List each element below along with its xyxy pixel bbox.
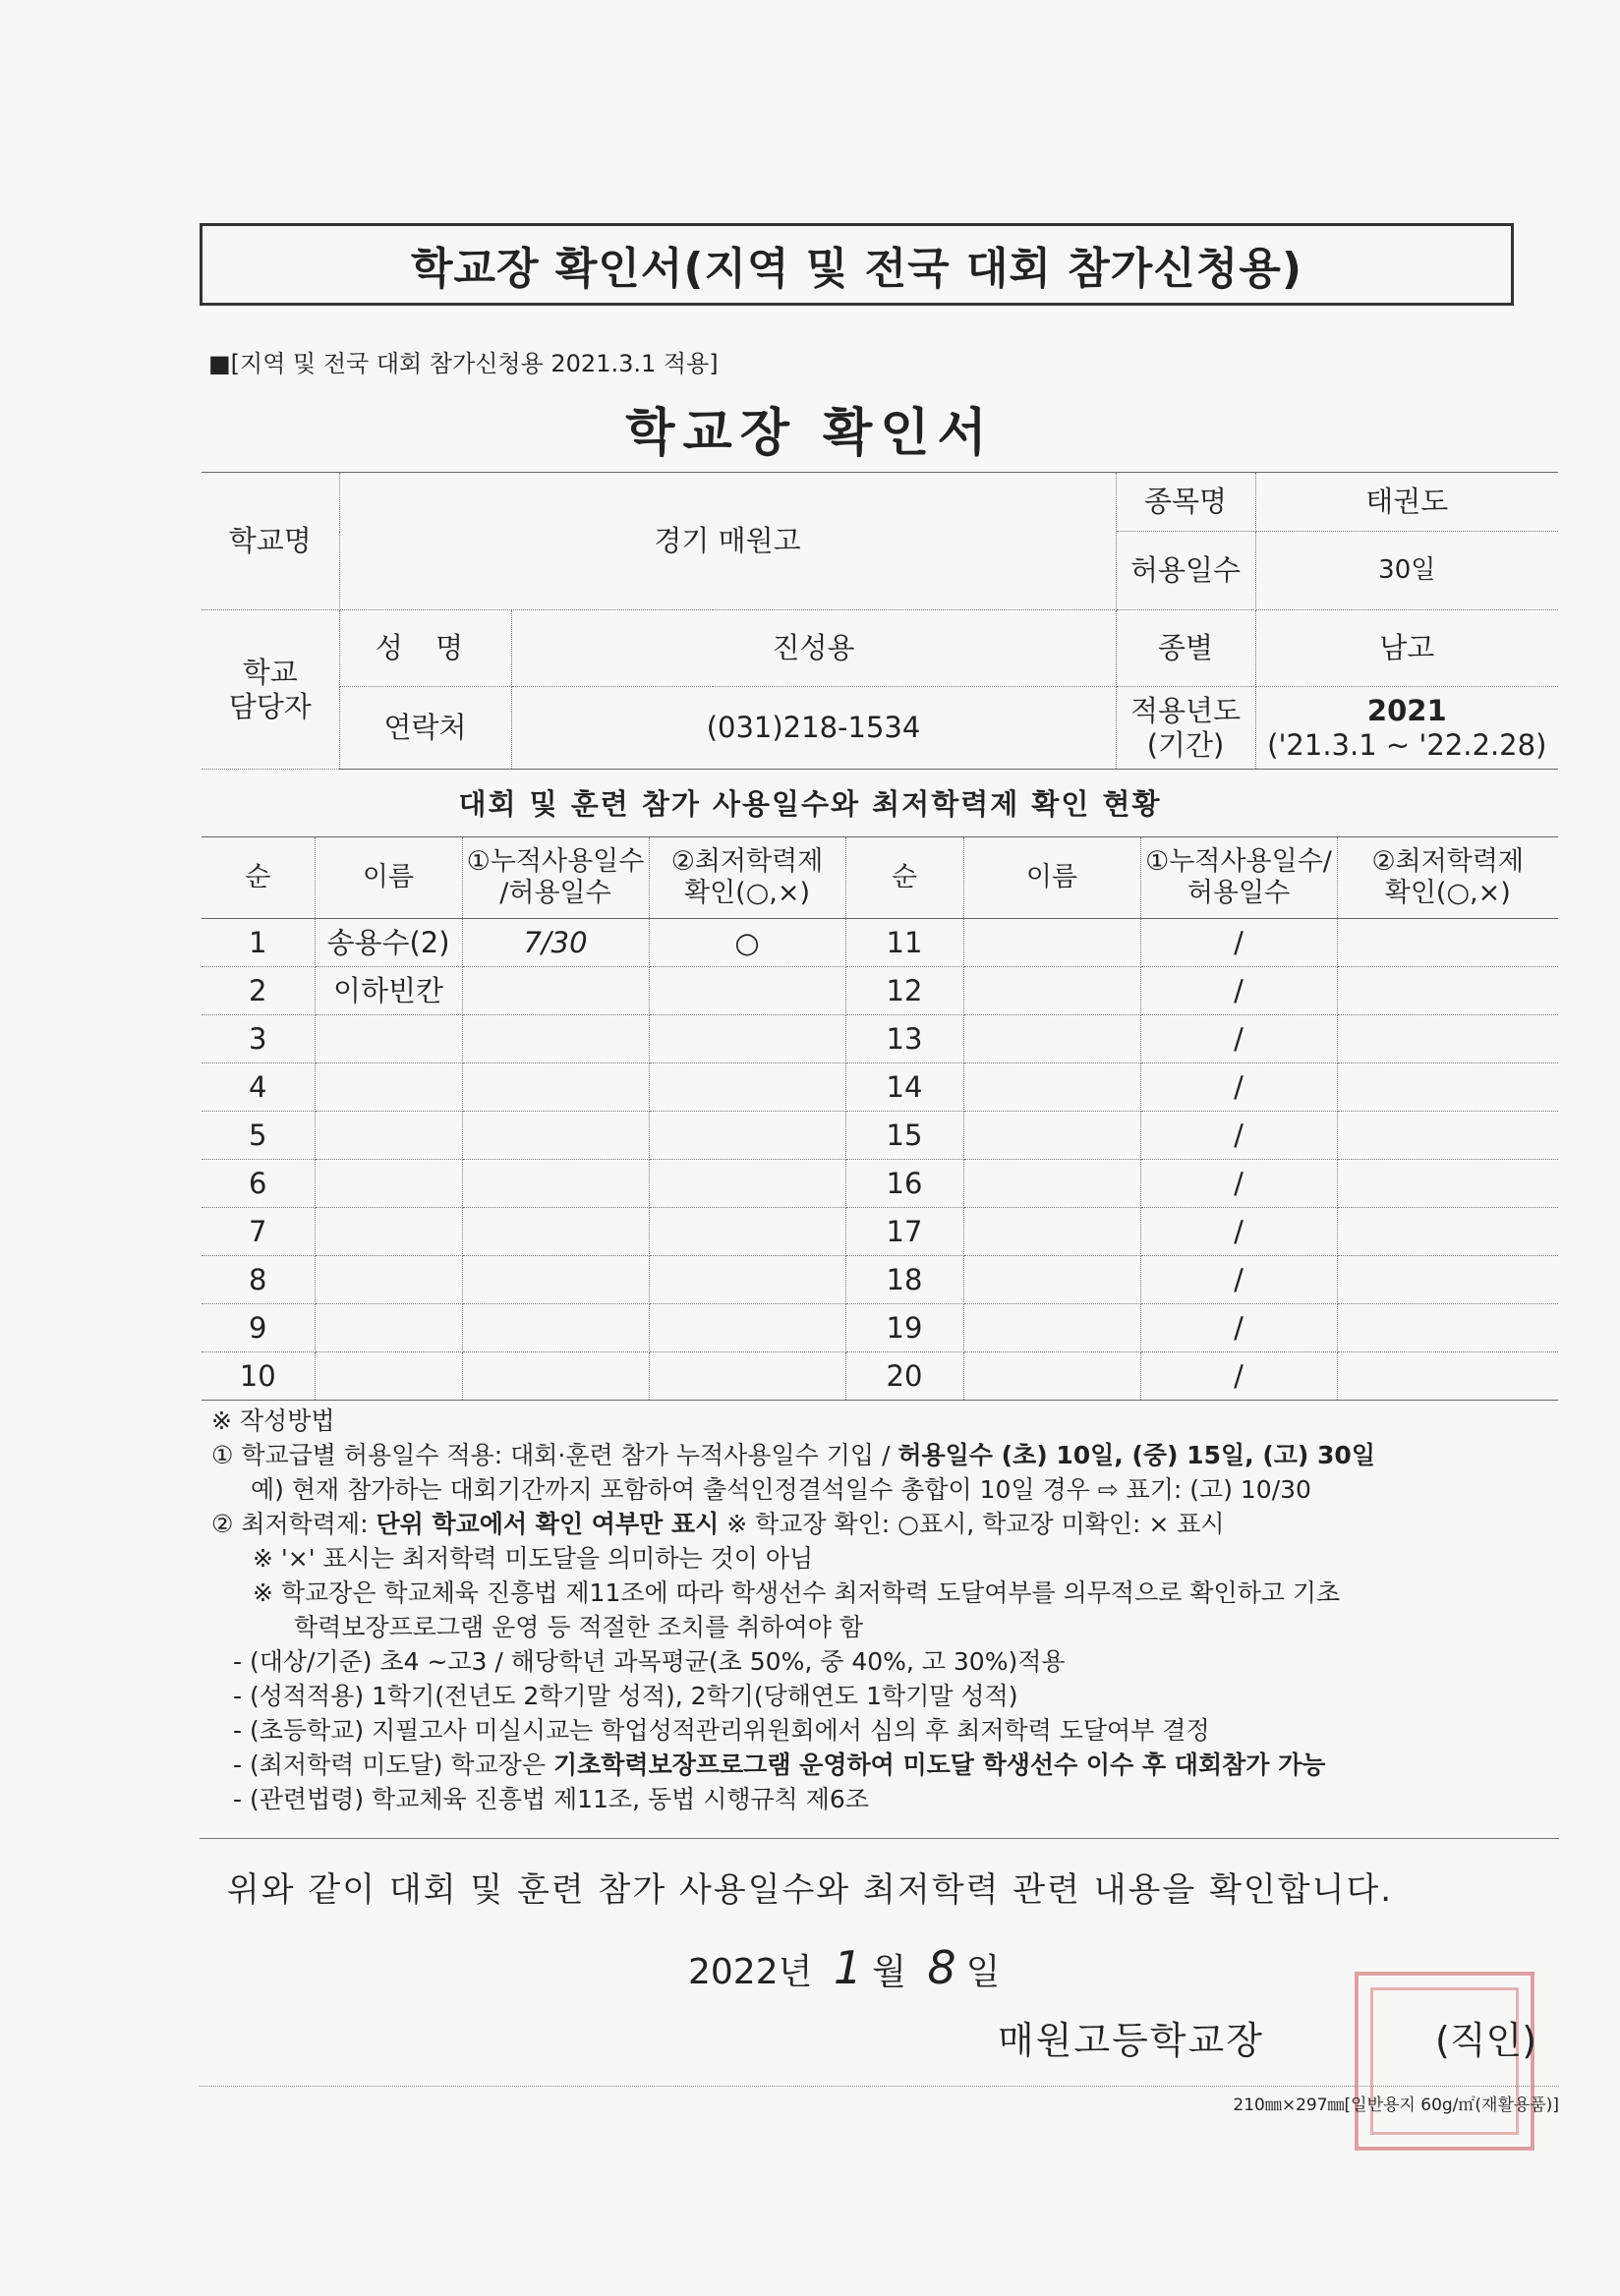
row-number: 15 xyxy=(845,1112,963,1160)
header-days: ①누적사용일수/ 허용일수 xyxy=(1140,837,1337,919)
allowed-days-label: 허용일수 xyxy=(1116,532,1255,610)
guide-line: ※ 학교장은 학교체육 진흥법 제11조에 따라 학생선수 최저학력 도달여부를 의무적으로 확인하고 기초 xyxy=(253,1578,1341,1607)
used-days xyxy=(462,1352,649,1401)
row-number: 10 xyxy=(202,1352,315,1401)
row-number: 2 xyxy=(202,967,315,1015)
guide-bold-text: 단위 학교에서 확인 여부만 표시 xyxy=(376,1510,720,1538)
row-number: 14 xyxy=(845,1063,963,1112)
row-number: 6 xyxy=(202,1160,315,1208)
used-days: / xyxy=(1140,1304,1337,1352)
used-days: / xyxy=(1140,1208,1337,1256)
guide-line: 예) 현재 참가하는 대회기간까지 포함하여 출석인정결석일수 총합이 10일 경우 ⇨ 표기: (고) 10/30 xyxy=(251,1475,1311,1504)
category-label: 종별 xyxy=(1116,610,1255,687)
guide-text: - (최저학력 미도달) 학교장은 xyxy=(233,1751,553,1779)
min-academic-check xyxy=(1337,1304,1558,1352)
guide-line xyxy=(211,1438,1568,1472)
guide-line: 학력보장프로그램 운영 등 적절한 조치를 취하여야 함 xyxy=(294,1613,863,1641)
school-info-table xyxy=(202,472,1558,770)
sport-label: 종목명 xyxy=(1116,473,1255,532)
student-name xyxy=(963,967,1140,1015)
student-name: 이하빈칸 xyxy=(315,967,462,1015)
contact-label: 연락처 xyxy=(339,687,511,770)
guide-line: - (성적적용) 1학기(전년도 2학기말 성적), 2학기(당해연도 1학기말 성적) xyxy=(233,1682,1018,1710)
header-days: ①누적사용일수 /허용일수 xyxy=(462,837,649,919)
row-number: 18 xyxy=(845,1256,963,1304)
section-title: 대회 및 훈련 참가 사용일수와 최저학력제 확인 현황 xyxy=(458,787,1162,821)
guide-bold-text: 허용일수 (초) 10일, (중) 15일, (고) 30일 xyxy=(897,1441,1375,1469)
row-number: 5 xyxy=(202,1112,315,1160)
manager-label: 학교 담당자 xyxy=(202,610,339,770)
min-academic-check xyxy=(649,1015,845,1063)
table-row xyxy=(202,1112,1558,1160)
row-number: 3 xyxy=(202,1015,315,1063)
row-number: 16 xyxy=(845,1160,963,1208)
student-name: 송용수(2) xyxy=(315,919,462,967)
table-row xyxy=(202,1304,1558,1352)
guide-line: - (대상/기준) 초4 ~고3 / 해당학년 과목평균(초 50%, 중 40%, 고 30%)적용 xyxy=(233,1647,1066,1676)
table-header-row xyxy=(202,837,1558,919)
guide-line xyxy=(211,1748,1568,1782)
student-name xyxy=(963,1015,1140,1063)
guide-text: ① 학교급별 허용일수 적용: 대회·훈련 참가 누적사용일수 기입 / xyxy=(211,1441,898,1469)
student-name xyxy=(963,1352,1140,1401)
used-days xyxy=(462,1063,649,1112)
guide-text: ※ 학교장 확인: ○표시, 학교장 미확인: × 표시 xyxy=(719,1510,1225,1538)
min-academic-check: ○ xyxy=(649,919,845,967)
sport-value: 태권도 xyxy=(1255,473,1558,532)
min-academic-check xyxy=(649,1160,845,1208)
header-check: ②최저학력제 확인(○,×) xyxy=(1337,837,1558,919)
student-name xyxy=(315,1063,462,1112)
min-academic-check xyxy=(1337,1063,1558,1112)
min-academic-check xyxy=(649,1208,845,1256)
guide-line: ※ '×' 표시는 최저학력 미도달을 의미하는 것이 아님 xyxy=(253,1544,814,1573)
signing-date xyxy=(688,1941,1000,1994)
year-label: 적용년도 (기간) xyxy=(1116,687,1255,770)
row-number: 20 xyxy=(845,1352,963,1401)
min-academic-check xyxy=(1337,1112,1558,1160)
table-row xyxy=(202,1160,1558,1208)
used-days: / xyxy=(1140,1015,1337,1063)
seal-mark: (직인) xyxy=(1435,2019,1537,2062)
contact-value: (031)218-1534 xyxy=(511,687,1116,770)
form-title: 학교장 확인서 xyxy=(625,404,995,463)
principal-title: 매원고등학교장 xyxy=(998,2019,1264,2062)
min-academic-check xyxy=(1337,1256,1558,1304)
used-days: / xyxy=(1140,1256,1337,1304)
min-academic-check xyxy=(649,1304,845,1352)
form-version-note: ■[지역 및 전국 대회 참가신청용 2021.3.1 적용] xyxy=(208,350,719,377)
year-cell xyxy=(1255,687,1558,770)
confirmation-statement: 위와 같이 대회 및 훈련 참가 사용일수와 최저학력 관련 내용을 확인합니다. xyxy=(226,1870,1394,1910)
guide-line: - (초등학교) 지필고사 미실시교는 학업성적관리위원회에서 심의 후 최저학력 도달여부 결정 xyxy=(233,1716,1210,1745)
row-number: 8 xyxy=(202,1256,315,1304)
student-name xyxy=(963,1208,1140,1256)
row-number: 17 xyxy=(845,1208,963,1256)
date-month: 1 xyxy=(833,1941,863,1994)
allowed-days-value: 30일 xyxy=(1255,532,1558,610)
date-day: 8 xyxy=(927,1941,956,1994)
header-no: 순 xyxy=(202,837,315,919)
min-academic-check xyxy=(649,1256,845,1304)
student-name xyxy=(963,1063,1140,1112)
table-row xyxy=(202,919,1558,967)
min-academic-check xyxy=(649,1063,845,1112)
header-no: 순 xyxy=(845,837,963,919)
date-month-unit: 월 xyxy=(872,1952,906,1992)
school-label: 학교명 xyxy=(202,473,339,610)
table-row xyxy=(202,1256,1558,1304)
row-number: 1 xyxy=(202,919,315,967)
used-days xyxy=(462,1208,649,1256)
row-number: 7 xyxy=(202,1208,315,1256)
used-days xyxy=(462,1256,649,1304)
used-days: / xyxy=(1140,919,1337,967)
guide-bold-text: 기초학력보장프로그램 운영하여 미도달 학생선수 이수 후 대회참가 가능 xyxy=(552,1751,1326,1779)
used-days xyxy=(462,1015,649,1063)
row-number: 4 xyxy=(202,1063,315,1112)
name-label: 성 명 xyxy=(339,610,511,687)
header-name: 이름 xyxy=(963,837,1140,919)
writing-guide xyxy=(211,1404,1568,1816)
table-row xyxy=(202,1352,1558,1401)
used-days: / xyxy=(1140,967,1337,1015)
student-name xyxy=(963,1304,1140,1352)
table-row xyxy=(202,1015,1558,1063)
row-number: 13 xyxy=(845,1015,963,1063)
row-number: 19 xyxy=(845,1304,963,1352)
footer-divider xyxy=(200,2086,1559,2087)
row-number: 12 xyxy=(845,967,963,1015)
header-name: 이름 xyxy=(315,837,462,919)
student-name xyxy=(315,1256,462,1304)
used-days: / xyxy=(1140,1160,1337,1208)
used-days xyxy=(462,1304,649,1352)
guide-heading: ※ 작성방법 xyxy=(211,1406,335,1435)
student-name xyxy=(315,1352,462,1401)
student-name xyxy=(315,1160,462,1208)
table-row xyxy=(202,1208,1558,1256)
guide-line xyxy=(211,1507,1568,1541)
min-academic-check xyxy=(1337,967,1558,1015)
min-academic-check xyxy=(1337,1160,1558,1208)
document-title-box: 학교장 확인서(지역 및 전국 대회 참가신청용) xyxy=(200,223,1514,306)
min-academic-check xyxy=(1337,919,1558,967)
used-days xyxy=(462,1160,649,1208)
period-value: ('21.3.1 ~ '22.2.28) xyxy=(1267,727,1547,762)
used-days xyxy=(462,967,649,1015)
student-name xyxy=(963,1112,1140,1160)
school-value: 경기 매원고 xyxy=(339,473,1116,610)
category-value: 남고 xyxy=(1255,610,1558,687)
student-name xyxy=(963,1256,1140,1304)
used-days: / xyxy=(1140,1063,1337,1112)
min-academic-check xyxy=(649,1352,845,1401)
row-number: 11 xyxy=(845,919,963,967)
date-year-unit: 년 xyxy=(778,1952,813,1992)
min-academic-check xyxy=(649,1112,845,1160)
year-value: 2021 xyxy=(1366,693,1447,727)
date-year: 2022 xyxy=(688,1952,779,1992)
used-days xyxy=(462,1112,649,1160)
student-name xyxy=(963,919,1140,967)
student-name xyxy=(315,1112,462,1160)
student-name xyxy=(315,1015,462,1063)
used-days: / xyxy=(1140,1352,1337,1401)
paper-spec: 210㎜×297㎜[일반용지 60g/㎡(재활용품)] xyxy=(1233,2095,1559,2115)
min-academic-check xyxy=(649,967,845,1015)
participation-table xyxy=(202,836,1558,1401)
row-number: 9 xyxy=(202,1304,315,1352)
name-value: 진성용 xyxy=(511,610,1116,687)
guide-text: ② 최저학력제: xyxy=(211,1510,376,1538)
table-row xyxy=(202,967,1558,1015)
used-days: / xyxy=(1140,1112,1337,1160)
student-name xyxy=(963,1160,1140,1208)
student-name xyxy=(315,1304,462,1352)
header-check: ②최저학력제 확인(○,×) xyxy=(649,837,845,919)
table-row xyxy=(202,1063,1558,1112)
min-academic-check xyxy=(1337,1352,1558,1401)
used-days: 7/30 xyxy=(462,919,649,967)
min-academic-check xyxy=(1337,1208,1558,1256)
divider xyxy=(200,1838,1559,1839)
date-day-unit: 일 xyxy=(965,1952,1001,1992)
min-academic-check xyxy=(1337,1015,1558,1063)
student-name xyxy=(315,1208,462,1256)
guide-line: - (관련법령) 학교체육 진흥법 제11조, 동법 시행규칙 제6조 xyxy=(233,1785,869,1813)
